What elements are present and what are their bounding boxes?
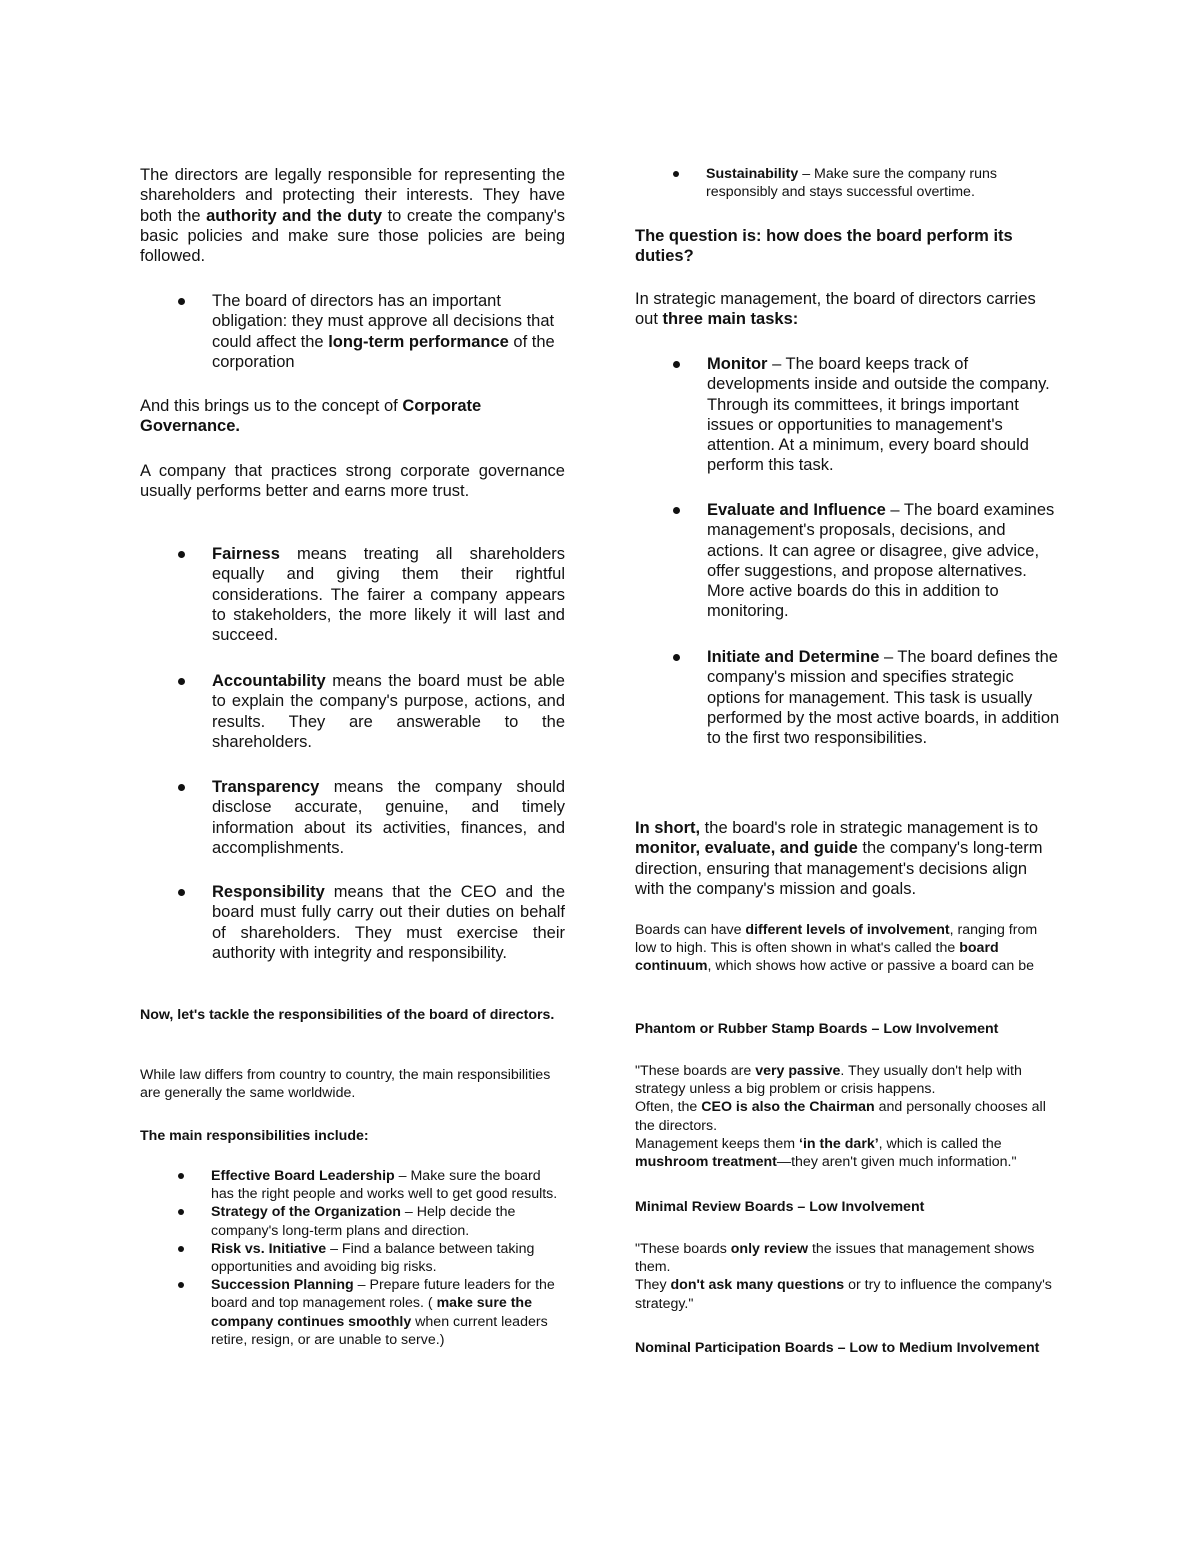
principle-transparency: Transparency means the company should disclose accurate, genuine, and timely information about its activities, finances, and accomplishments. (140, 777, 565, 858)
responsibilities-list (140, 1167, 565, 1349)
task-monitor: Monitor – The board keeps track of developments inside and outside the company. Through its committees, it brings important issues or opportunities to management's attention. At a minimum, every board should perform this task. (635, 354, 1060, 476)
phantom-quote: "These boards are very passive. They usually don't help with strategy unless a big problem or crisis happens. Often, the CEO is also the Chairman and personally chooses all the directors. Management keeps them ‘in the dark’, which is called the mushroom treatment—they aren't given much information." (635, 1063, 1046, 1171)
governance-intro: And this brings us to the concept of Corporate Governance. (140, 397, 482, 436)
bullet-icon (178, 678, 185, 685)
responsibility-item: Risk vs. Initiative – Find a balance between taking opportunities and avoiding big risks. (211, 1240, 565, 1276)
principle-accountability: Accountability means the board must be able to explain the company's purpose, actions, and results. They are answerable to the shareholders. (140, 671, 565, 752)
bullet-icon (178, 1173, 184, 1179)
responsibility-item: Strategy of the Organization – Help decide the company's long-term plans and direction. (211, 1203, 565, 1239)
minimal-heading: Minimal Review Boards – Low Involvement (635, 1199, 925, 1215)
sustainability-bullet: Sustainability – Make sure the company runs responsibly and stays successful overtime. (635, 165, 1060, 201)
principle-responsibility: Responsibility means that the CEO and the board must fully carry out their duties on behalf of shareholders. They must exercise their authority with integrity and responsibility. (140, 882, 565, 963)
company-practice-paragraph: A company that practices strong corporate governance usually performs better and earns more trust. (140, 462, 565, 501)
bullet-icon (673, 171, 679, 177)
responsibility-item: Effective Board Leadership – Make sure the board has the right people and works well to get good results. (211, 1167, 565, 1203)
phantom-heading: Phantom or Rubber Stamp Boards – Low Involvement (635, 1021, 999, 1037)
bullet-icon (178, 551, 185, 558)
strategic-paragraph: In strategic management, the board of directors carries out three main tasks: (635, 290, 1036, 329)
bullet-icon (673, 654, 680, 661)
bullet-icon (178, 784, 185, 791)
intro-paragraph: The directors are legally responsible for representing the shareholders and protecting their interests. They have both the authority and the duty to create the company's basic policies and make sure those policies are being followed. (140, 166, 565, 266)
responsibility-item: Succession Planning – Prepare future leaders for the board and top management roles. ( make sure the company continues smoothly when current leaders retire, resign, or are unable to serve.) (211, 1276, 565, 1349)
law-paragraph: While law differs from country to country, the main responsibilities are generally the same worldwide. (140, 1067, 551, 1102)
task-evaluate: Evaluate and Influence – The board examines management's proposals, decisions, and actions. It can agree or disagree, give advice, offer suggestions, and propose alternatives. More active boards do this in addition to monitoring. (635, 500, 1060, 622)
bullet-icon (673, 361, 680, 368)
task-initiate: Initiate and Determine – The board defines the company's mission and specifies strategic options for management. This task is usually performed by the most active boards, in addition to the first two responsibilities. (635, 647, 1060, 748)
involvement-paragraph: Boards can have different levels of involvement, ranging from low to high. This is often shown in what's called the board continuum, which shows how active or passive a board can be (635, 922, 1038, 975)
principle-fairness: Fairness means treating all shareholders equally and giving them their rightful considerations. The fairer a company appears to stakeholders, the more likely it will last and succeed. (140, 544, 565, 645)
bullet-icon (178, 298, 185, 305)
bullet-icon (178, 1246, 184, 1252)
bullet-icon (178, 889, 185, 896)
summary-paragraph: In short, the board's role in strategic management is to monitor, evaluate, and guide the company's long-term direction, ensuring that management's decisions align with the company's mission and goals. (635, 819, 1043, 898)
bullet-icon (673, 507, 680, 514)
question-heading: The question is: how does the board perform its duties? (635, 227, 1013, 266)
minimal-quote: "These boards only review the issues that management shows them. They don't ask many questions or try to influence the company's strategy." (635, 1241, 1052, 1312)
bullet-icon (178, 1209, 184, 1215)
tackle-heading: Now, let's tackle the responsibilities of the board of directors. (140, 1007, 555, 1023)
nominal-heading: Nominal Participation Boards – Low to Medium Involvement (635, 1340, 1040, 1356)
obligation-bullet: The board of directors has an important obligation: they must approve all decisions that could affect the long-term performance of the corporation (140, 291, 565, 372)
main-responsibilities-heading: The main responsibilities include: (140, 1128, 369, 1144)
bullet-icon (178, 1282, 184, 1288)
